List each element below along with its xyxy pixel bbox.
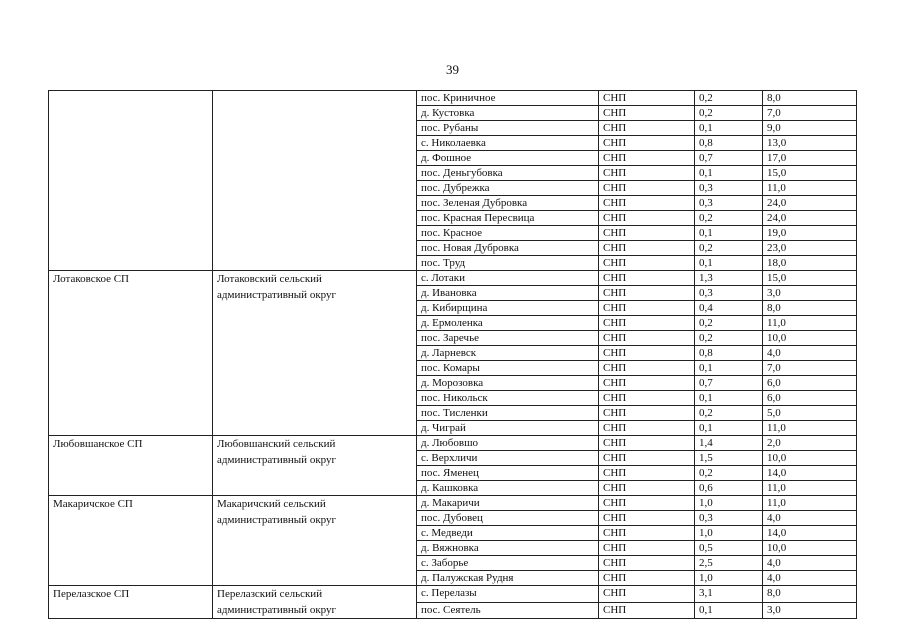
type-cell: СНП xyxy=(599,211,695,226)
distance-cell: 3,0 xyxy=(763,286,857,301)
type-cell: СНП xyxy=(599,406,695,421)
settlement-cell: Макаричское СП xyxy=(49,496,213,586)
distance-cell: 4,0 xyxy=(763,556,857,571)
value-cell: 0,3 xyxy=(695,181,763,196)
distance-cell: 6,0 xyxy=(763,376,857,391)
type-cell: СНП xyxy=(599,286,695,301)
distance-cell: 8,0 xyxy=(763,91,857,106)
value-cell: 0,2 xyxy=(695,106,763,121)
distance-cell: 3,0 xyxy=(763,602,857,619)
locality-cell: с. Верхличи xyxy=(417,451,599,466)
settlement-cell: Любовшанское СП xyxy=(49,436,213,496)
distance-cell: 9,0 xyxy=(763,121,857,136)
locality-cell: д. Ларневск xyxy=(417,346,599,361)
district-cell: Лотаковский сельский административный округ xyxy=(213,271,417,436)
locality-cell: д. Макаричи xyxy=(417,496,599,511)
distance-cell: 11,0 xyxy=(763,316,857,331)
type-cell: СНП xyxy=(599,256,695,271)
distance-cell: 8,0 xyxy=(763,586,857,603)
type-cell: СНП xyxy=(599,331,695,346)
value-cell: 1,5 xyxy=(695,451,763,466)
type-cell: СНП xyxy=(599,301,695,316)
value-cell: 0,2 xyxy=(695,211,763,226)
value-cell: 0,1 xyxy=(695,602,763,619)
type-cell: СНП xyxy=(599,316,695,331)
value-cell: 1,4 xyxy=(695,436,763,451)
type-cell: СНП xyxy=(599,436,695,451)
locality-cell: д. Вяжновка xyxy=(417,541,599,556)
distance-cell: 11,0 xyxy=(763,421,857,436)
value-cell: 0,5 xyxy=(695,541,763,556)
distance-cell: 11,0 xyxy=(763,496,857,511)
settlements-table xyxy=(48,90,857,619)
distance-cell: 10,0 xyxy=(763,451,857,466)
locality-cell: д. Морозовка xyxy=(417,376,599,391)
value-cell: 1,3 xyxy=(695,271,763,286)
type-cell: СНП xyxy=(599,136,695,151)
locality-cell: с. Николаевка xyxy=(417,136,599,151)
distance-cell: 6,0 xyxy=(763,391,857,406)
locality-cell: пос. Красное xyxy=(417,226,599,241)
locality-cell: пос. Деньгубовка xyxy=(417,166,599,181)
type-cell: СНП xyxy=(599,571,695,586)
locality-cell: пос. Никольск xyxy=(417,391,599,406)
locality-cell: пос. Яменец xyxy=(417,466,599,481)
distance-cell: 10,0 xyxy=(763,331,857,346)
table-row xyxy=(49,91,857,106)
type-cell: СНП xyxy=(599,541,695,556)
table-row xyxy=(49,496,857,511)
distance-cell: 24,0 xyxy=(763,211,857,226)
value-cell: 0,2 xyxy=(695,241,763,256)
value-cell: 0,3 xyxy=(695,286,763,301)
value-cell: 1,0 xyxy=(695,526,763,541)
type-cell: СНП xyxy=(599,556,695,571)
type-cell: СНП xyxy=(599,196,695,211)
settlement-cell: Перелазское СП xyxy=(49,586,213,619)
type-cell: СНП xyxy=(599,361,695,376)
locality-cell: пос. Сеятель xyxy=(417,602,599,619)
value-cell: 2,5 xyxy=(695,556,763,571)
locality-cell: д. Кустовка xyxy=(417,106,599,121)
value-cell: 3,1 xyxy=(695,586,763,603)
distance-cell: 17,0 xyxy=(763,151,857,166)
distance-cell: 7,0 xyxy=(763,106,857,121)
table-body xyxy=(49,91,857,619)
value-cell: 0,2 xyxy=(695,316,763,331)
locality-cell: с. Лотаки xyxy=(417,271,599,286)
value-cell: 0,1 xyxy=(695,226,763,241)
locality-cell: с. Перелазы xyxy=(417,586,599,603)
type-cell: СНП xyxy=(599,91,695,106)
table-row xyxy=(49,271,857,286)
locality-cell: д. Ивановка xyxy=(417,286,599,301)
value-cell: 0,1 xyxy=(695,256,763,271)
distance-cell: 5,0 xyxy=(763,406,857,421)
district-cell: Перелазский сельский административный округ xyxy=(213,586,417,619)
distance-cell: 14,0 xyxy=(763,466,857,481)
distance-cell: 8,0 xyxy=(763,301,857,316)
locality-cell: пос. Криничное xyxy=(417,91,599,106)
type-cell: СНП xyxy=(599,241,695,256)
type-cell: СНП xyxy=(599,511,695,526)
value-cell: 0,1 xyxy=(695,391,763,406)
type-cell: СНП xyxy=(599,526,695,541)
locality-cell: пос. Дубрежка xyxy=(417,181,599,196)
value-cell: 0,2 xyxy=(695,91,763,106)
value-cell: 0,2 xyxy=(695,331,763,346)
value-cell: 0,2 xyxy=(695,406,763,421)
value-cell: 0,1 xyxy=(695,121,763,136)
distance-cell: 7,0 xyxy=(763,361,857,376)
settlement-cell: Лотаковское СП xyxy=(49,271,213,436)
locality-cell: д. Кибирщина xyxy=(417,301,599,316)
district-cell xyxy=(213,91,417,271)
distance-cell: 2,0 xyxy=(763,436,857,451)
distance-cell: 14,0 xyxy=(763,526,857,541)
value-cell: 0,7 xyxy=(695,151,763,166)
type-cell: СНП xyxy=(599,181,695,196)
locality-cell: пос. Зеленая Дубровка xyxy=(417,196,599,211)
distance-cell: 23,0 xyxy=(763,241,857,256)
type-cell: СНП xyxy=(599,496,695,511)
distance-cell: 4,0 xyxy=(763,511,857,526)
table-row xyxy=(49,436,857,451)
distance-cell: 11,0 xyxy=(763,481,857,496)
value-cell: 0,3 xyxy=(695,196,763,211)
distance-cell: 15,0 xyxy=(763,166,857,181)
settlement-cell xyxy=(49,91,213,271)
type-cell: СНП xyxy=(599,586,695,603)
locality-cell: д. Фошное xyxy=(417,151,599,166)
value-cell: 0,6 xyxy=(695,481,763,496)
locality-cell: пос. Рубаны xyxy=(417,121,599,136)
page-number: 39 xyxy=(446,62,459,77)
locality-cell: пос. Комары xyxy=(417,361,599,376)
type-cell: СНП xyxy=(599,271,695,286)
value-cell: 0,1 xyxy=(695,166,763,181)
type-cell: СНП xyxy=(599,391,695,406)
locality-cell: с. Заборье xyxy=(417,556,599,571)
type-cell: СНП xyxy=(599,106,695,121)
value-cell: 1,0 xyxy=(695,571,763,586)
district-cell: Любовшанский сельский административный округ xyxy=(213,436,417,496)
locality-cell: д. Ермоленка xyxy=(417,316,599,331)
value-cell: 0,4 xyxy=(695,301,763,316)
distance-cell: 18,0 xyxy=(763,256,857,271)
value-cell: 0,3 xyxy=(695,511,763,526)
distance-cell: 4,0 xyxy=(763,346,857,361)
type-cell: СНП xyxy=(599,451,695,466)
locality-cell: д. Чиграй xyxy=(417,421,599,436)
locality-cell: пос. Красная Пересвица xyxy=(417,211,599,226)
distance-cell: 24,0 xyxy=(763,196,857,211)
locality-cell: пос. Труд xyxy=(417,256,599,271)
type-cell: СНП xyxy=(599,166,695,181)
value-cell: 0,8 xyxy=(695,136,763,151)
distance-cell: 11,0 xyxy=(763,181,857,196)
distance-cell: 13,0 xyxy=(763,136,857,151)
value-cell: 0,8 xyxy=(695,346,763,361)
table-row xyxy=(49,586,857,603)
type-cell: СНП xyxy=(599,376,695,391)
type-cell: СНП xyxy=(599,151,695,166)
type-cell: СНП xyxy=(599,121,695,136)
locality-cell: пос. Тисленки xyxy=(417,406,599,421)
type-cell: СНП xyxy=(599,481,695,496)
locality-cell: пос. Дубовец xyxy=(417,511,599,526)
locality-cell: пос. Новая Дубровка xyxy=(417,241,599,256)
value-cell: 0,1 xyxy=(695,361,763,376)
locality-cell: д. Кашковка xyxy=(417,481,599,496)
type-cell: СНП xyxy=(599,421,695,436)
distance-cell: 10,0 xyxy=(763,541,857,556)
type-cell: СНП xyxy=(599,602,695,619)
type-cell: СНП xyxy=(599,466,695,481)
value-cell: 1,0 xyxy=(695,496,763,511)
locality-cell: д. Любовшо xyxy=(417,436,599,451)
district-cell: Макаричский сельский административный округ xyxy=(213,496,417,586)
value-cell: 0,7 xyxy=(695,376,763,391)
locality-cell: пос. Заречье xyxy=(417,331,599,346)
value-cell: 0,1 xyxy=(695,421,763,436)
type-cell: СНП xyxy=(599,346,695,361)
distance-cell: 19,0 xyxy=(763,226,857,241)
distance-cell: 15,0 xyxy=(763,271,857,286)
value-cell: 0,2 xyxy=(695,466,763,481)
type-cell: СНП xyxy=(599,226,695,241)
locality-cell: с. Медведи xyxy=(417,526,599,541)
distance-cell: 4,0 xyxy=(763,571,857,586)
locality-cell: д. Палужская Рудня xyxy=(417,571,599,586)
